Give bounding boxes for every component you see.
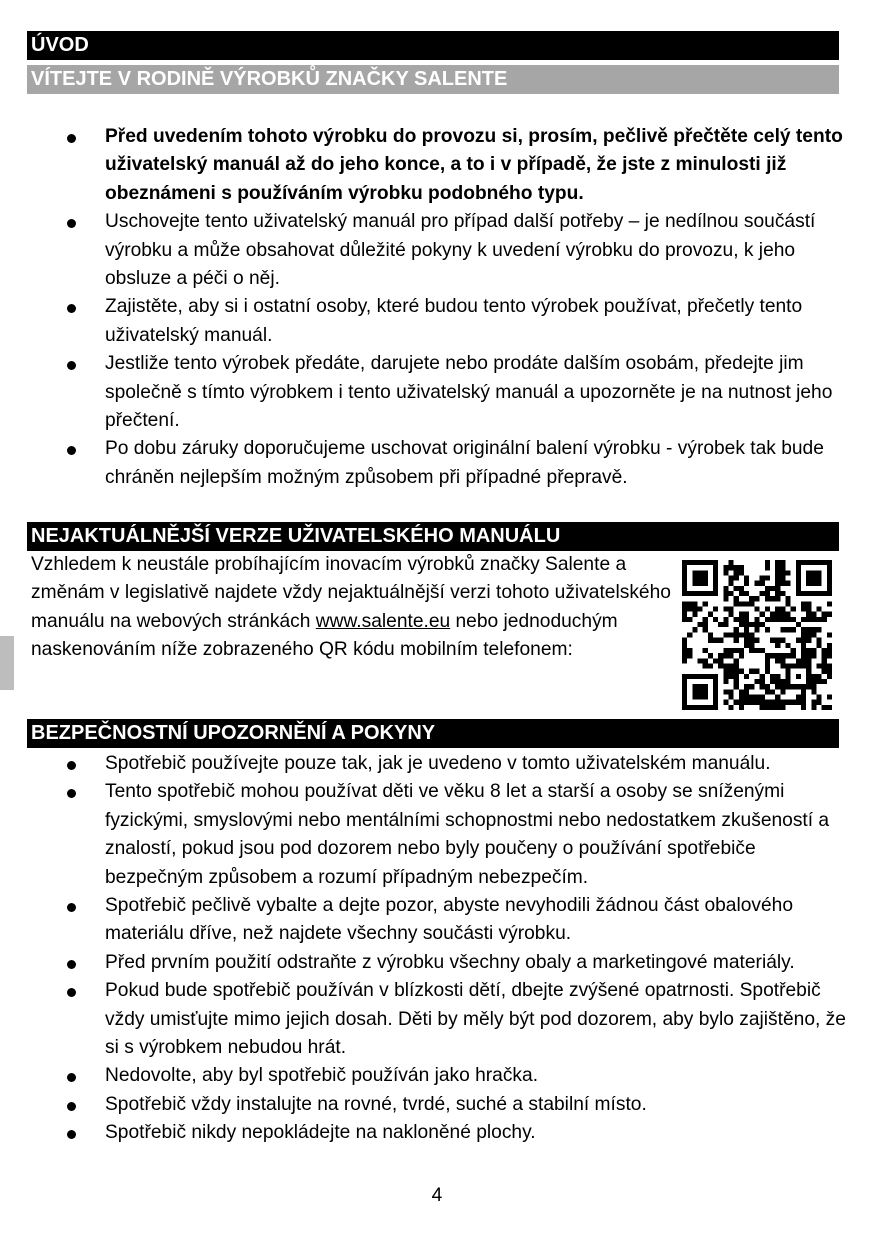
website-link[interactable]: www.salente.eu — [315, 610, 451, 632]
bullet-icon — [67, 446, 76, 455]
bullet-icon — [67, 988, 76, 997]
list-item: Po dobu záruky doporučujeme uschovat originální balení výrobku - výrobek tak bude chráněn nejlepším možným způsobem při případné přepravě. — [27, 435, 847, 492]
section-header-uvod — [27, 31, 839, 60]
section-subheader-welcome — [27, 65, 839, 94]
bullet-icon — [67, 903, 76, 912]
list-item: Před prvním použití odstraňte z výrobku všechny obaly a marketingové materiály. — [27, 949, 847, 977]
bullet-icon — [67, 960, 76, 969]
page-number: 4 — [431, 1185, 443, 1206]
bullet-icon — [67, 1073, 76, 1082]
list-item: Spotřebič používejte pouze tak, jak je uvedeno v tomto uživatelském manuálu. — [27, 750, 847, 778]
bullet-icon — [67, 1102, 76, 1111]
section-subtitle: VÍTEJTE V RODINĚ VÝROBKŮ ZNAČKY SALENTE — [31, 68, 508, 90]
manual-info-paragraph: Vzhledem k neustále probíhajícím inovacím výrobků značky Salente a změnám v legislativě najdete vždy nejaktuálnější verzi tohoto uživatelského manuálu na webových stránkách www.salente.eu nebo jednoduchým naskenováním níže zobrazeného QR kódu mobilním telefonem: — [31, 554, 671, 661]
qr-code-icon — [682, 560, 832, 710]
bullet-icon — [67, 134, 76, 143]
bullet-icon — [67, 789, 76, 798]
section-title: NEJAKTUÁLNĚJŠÍ VERZE UŽIVATELSKÉHO MANUÁLU — [31, 525, 561, 547]
side-tab-marker — [0, 636, 14, 690]
section-title: ÚVOD — [31, 34, 89, 56]
section-header-manual — [27, 522, 839, 551]
list-item: Jestliže tento výrobek předáte, darujete nebo prodáte dalším osobám, předejte jim společně s tímto výrobkem i tento uživatelský manuál a upozorněte je na nutnost jeho přečtení. — [27, 350, 847, 435]
bullet-icon — [67, 219, 76, 228]
list-item: Tento spotřebič mohou používat děti ve věku 8 let a starší a osoby se sníženými fyzickými, smyslovými nebo mentálními schopnostmi nebo nedostatkem zkušeností a znalostí, pokud jsou pod dozorem nebo byly poučeny o používání spotřebiče bezpečným způsobem a rozumí případným nebezpečím. — [27, 778, 847, 892]
list-item: Spotřebič pečlivě vybalte a dejte pozor, abyste nevyhodili žádnou část obalového materiálu dříve, než najdete všechny součásti výrobku. — [27, 892, 847, 949]
bullet-icon — [67, 761, 76, 770]
section-header-safety — [27, 719, 839, 748]
bullet-icon — [67, 304, 76, 313]
safety-bullet-list — [27, 750, 847, 1148]
list-item: Pokud bude spotřebič používán v blízkosti dětí, dbejte zvýšené opatrnosti. Spotřebič vždy umisťujte mimo jejich dosah. Děti by měly být pod dozorem, aby bylo zajištěno, že si s výrobkem nebudou hrát. — [27, 977, 847, 1062]
bullet-icon — [67, 1130, 76, 1139]
list-item: Spotřebič nikdy nepokládejte na nakloněné plochy. — [27, 1119, 847, 1147]
intro-bullet-list — [27, 123, 847, 492]
list-item: Uschovejte tento uživatelský manuál pro případ další potřeby – je nedílnou součástí výrobku a může obsahovat důležité pokyny k uvedení výrobku do provozu, k jeho obsluze a péči o něj. — [27, 208, 847, 293]
list-item: Nedovolte, aby byl spotřebič používán jako hračka. — [27, 1062, 847, 1090]
qr-code-graphic — [682, 560, 832, 710]
bullet-icon — [67, 361, 76, 370]
list-item: Spotřebič vždy instalujte na rovné, tvrdé, suché a stabilní místo. — [27, 1091, 847, 1119]
list-item: Před uvedením tohoto výrobku do provozu si, prosím, pečlivě přečtěte celý tento uživatelský manuál až do jeho konce, a to i v případě, že jste z minulosti již obeznámeni s používáním výrobku podobného typu. — [27, 123, 847, 208]
section-title: BEZPEČNOSTNÍ UPOZORNĚNÍ A POKYNY — [31, 722, 436, 744]
list-item: Zajistěte, aby si i ostatní osoby, které budou tento výrobek používat, přečetly tento uživatelský manuál. — [27, 293, 847, 350]
